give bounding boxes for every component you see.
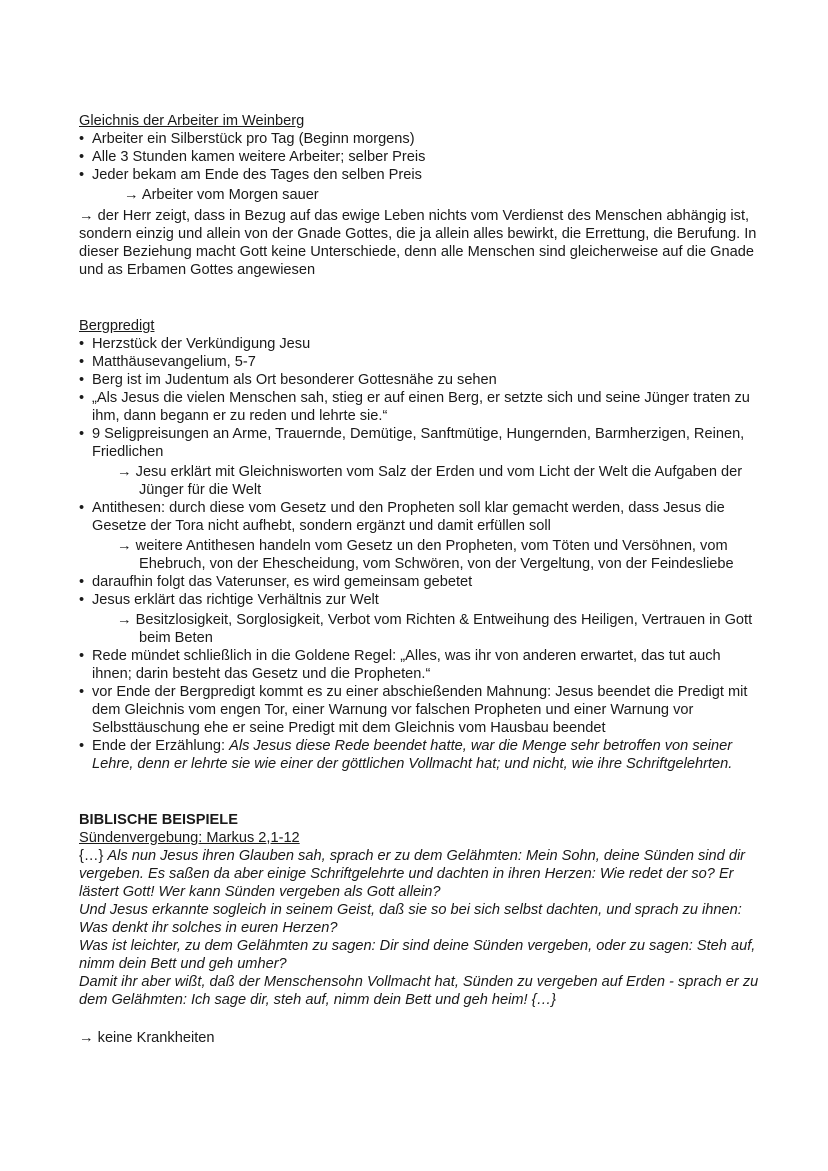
quote-text: Als Jesus diese Rede beendet hatte, war die Menge sehr betroffen von seiner Lehre, denn er lehrte sie wie einer der göttlichen Vollmacht hat; und nicht, wie ihre Schriftgelehrten. [92, 738, 733, 772]
list-item: • Arbeiter ein Silberstück pro Tag (Beginn morgens) [79, 130, 759, 148]
list-item [79, 737, 759, 773]
list-item-text: 9 Seligpreisungen an Arme, Trauernde, Demütige, Sanftmütige, Hungernden, Barmherzigen, Reinen, Friedlichen [92, 426, 745, 460]
arrow-note: → weitere Antithesen handeln vom Gesetz un den Propheten, vom Töten und Versöhnen, vom Ehebruch, von der Ehescheidung, vom Schwören, von der Vergeltung, von der Feindesliebe [117, 538, 734, 572]
list-item: • vor Ende der Bergpredigt kommt es zu einer abschießenden Mahnung: Jesus beendet die Predigt mit dem Gleichnis vom engen Tor, einer Warnung vor falschen Propheten und einer Warnung vor Selbsttäuschung ehe er seine Predigt mit dem Gleichnis vom Hausbau beendet [79, 683, 759, 737]
section-title-biblische-beispiele: BIBLISCHE BEISPIELE [79, 812, 238, 828]
list-item-prefix: Ende der Erzählung: [92, 738, 230, 754]
list-item: • Jeder bekam am Ende des Tages den selben Preis [79, 166, 759, 184]
section-title-bergpredigt: Bergpredigt [79, 318, 155, 334]
list-item: • daraufhin folgt das Vaterunser, es wird gemeinsam gebetet [79, 573, 759, 591]
quote-text: Und Jesus erkannte sogleich in seinem Geist, daß sie so bei sich selbst dachten, und sprach zu ihnen: Was denkt ihr solches in euren Herzen? [79, 902, 742, 936]
arrow-note: → Jesu erklärt mit Gleichnisworten vom Salz der Erden und vom Licht der Welt die Aufgaben der Jünger für die Welt [117, 464, 743, 498]
list-item: • Herzstück der Verkündigung Jesu [79, 335, 759, 353]
arrow-note: → Besitzlosigkeit, Sorglosigkeit, Verbot vom Richten & Entweihung des Heiligen, Vertrauen in Gott beim Beten [117, 612, 753, 646]
list-item: • Rede mündet schließlich in die Goldene Regel: „Alles, was ihr von anderen erwartet, das tut auch ihnen; darin besteht das Gesetz und die Propheten.“ [79, 647, 759, 683]
bergpredigt-bullet-list [79, 335, 759, 773]
quote-text: Was ist leichter, zu dem Gelähmten zu sagen: Dir sind deine Sünden vergeben, oder zu sagen: Steh auf, nimm dein Bett und geh umher? [79, 938, 756, 972]
scripture-paragraph [79, 973, 759, 1009]
list-item: • Matthäusevangelium, 5-7 [79, 353, 759, 371]
subsection-title-suendenvergebung: Sündenvergebung: Markus 2,1-12 [79, 830, 300, 846]
scripture-paragraph [79, 901, 759, 937]
scripture-paragraph [79, 847, 759, 901]
ellipsis-prefix: {…} [79, 848, 108, 864]
spacer [79, 773, 759, 811]
spacer [79, 1009, 759, 1029]
quote-text: Damit ihr aber wißt, daß der Menschensohn Vollmacht hat, Sünden zu vergeben auf Erden - sprach er zu dem Gelähmten: Ich sage dir, steh auf, nimm dein Bett und geh heim! {…} [79, 974, 759, 1008]
list-item [79, 591, 759, 647]
list-item [79, 425, 759, 499]
list-item-text: Antithesen: durch diese vom Gesetz und den Propheten soll klar gemacht werden, dass Jesus die Gesetze der Tora nicht aufhebt, sondern ergänzt und damit erfüllen soll [92, 500, 725, 534]
list-item-text: Jesus erklärt das richtige Verhältnis zur Welt [92, 592, 379, 608]
scripture-paragraph [79, 937, 759, 973]
section-title-weinberg: Gleichnis der Arbeiter im Weinberg [79, 113, 305, 129]
quote-text: Als nun Jesus ihren Glauben sah, sprach er zu dem Gelähmten: Mein Sohn, deine Sünden sind dir vergeben. Es saßen da aber einige Schriftgelehrte und dachten in ihren Herzen: Wie redet der so? Er lästert Gott! Wer kann Sünden vergeben als Gott allein? [79, 848, 746, 900]
weinberg-arrow-note: → Arbeiter vom Morgen sauer [124, 187, 319, 203]
weinberg-bullet-list [79, 130, 759, 184]
list-item: • Berg ist im Judentum als Ort besonderer Gottesnähe zu sehen [79, 371, 759, 389]
list-item: • „Als Jesus die vielen Menschen sah, stieg er auf einen Berg, er setzte sich und seine Jünger traten zu ihm, dann begann er zu reden und lehrte sie.“ [79, 389, 759, 425]
document-page [79, 112, 759, 1047]
section-conclusion: → keine Krankheiten [79, 1030, 215, 1046]
list-item: • Alle 3 Stunden kamen weitere Arbeiter; selber Preis [79, 148, 759, 166]
weinberg-conclusion: → der Herr zeigt, dass in Bezug auf das ewige Leben nichts vom Verdienst des Menschen abhängig ist, sondern einzig und allein von der Gnade Gottes, die ja allein alles bewirkt, die Errettung, die Berufung. In dieser Beziehung macht Gott keine Unterschiede, denn alle Menschen sind gleicherweise auf die Gnade und as Erbamen Gottes angewiesen [79, 208, 757, 278]
spacer [79, 279, 759, 317]
list-item [79, 499, 759, 573]
